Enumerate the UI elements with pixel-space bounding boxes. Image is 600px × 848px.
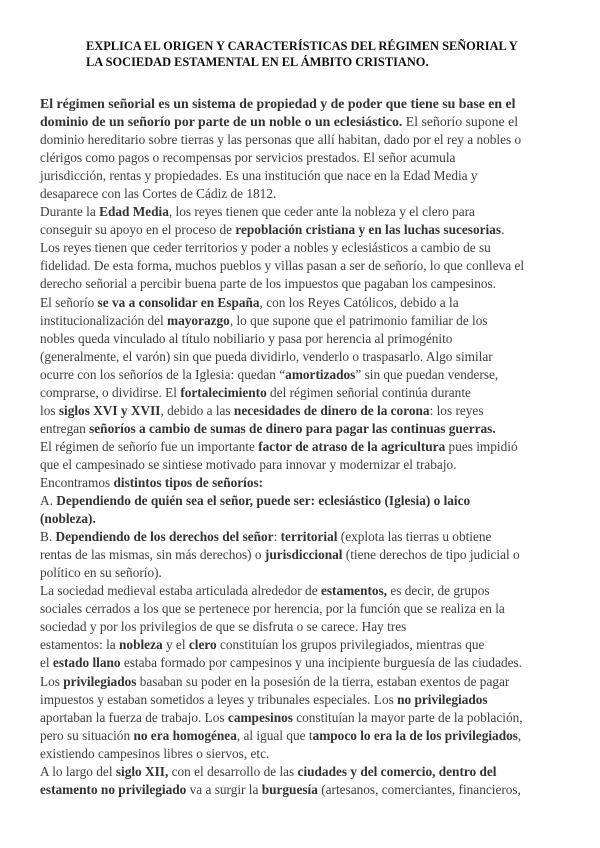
text-run: conseguir su apoyo en el proceso de: [40, 222, 236, 238]
text-run: , con los Reyes Católicos, debido a la: [259, 294, 459, 310]
text-run: El régimen de señorío fue un importante: [40, 438, 259, 454]
text-line: [40, 366, 560, 384]
title-line-1: EXPLICA EL ORIGEN Y CARACTERÍSTICAS DEL RÉGIMEN SEÑORIAL Y: [86, 39, 518, 53]
text-run: :: [273, 529, 281, 545]
text-run: aportaban la fuerza de trabajo. Los: [40, 709, 228, 725]
text-run: es decir, de grupos: [387, 583, 490, 599]
text-run: , los reyes tienen que ceder ante la nobleza y el clero para: [168, 204, 475, 220]
text-run: sociedad y por los privilegios de que se disfruta o se carece. Hay tres: [40, 619, 407, 635]
bold-text: siglo XII,: [115, 763, 169, 779]
text-run: rentas de las mismas, sin más derechos) o: [40, 547, 265, 563]
text-line: [40, 275, 560, 293]
text-line: [40, 312, 560, 330]
text-run: estaba formado por campesinos y una incipiente burguesía de las ciudades.: [120, 655, 523, 671]
bold-text: El régimen señorial es un sistema de propiedad y de poder que tiene su base en el: [40, 96, 516, 111]
bold-text: factor de atraso de la agricultura: [258, 438, 446, 454]
bold-text: no privilegiados: [397, 691, 488, 707]
text-run: .: [501, 222, 505, 238]
text-line: [40, 492, 560, 510]
text-run: entregan: [40, 420, 90, 436]
text-line: [40, 113, 560, 131]
bold-text: fortalecimiento: [180, 384, 267, 400]
bold-text: burguesía: [261, 781, 318, 797]
text-line: [40, 330, 560, 348]
bold-text: mayorazgo: [167, 312, 230, 328]
text-line: [40, 781, 560, 799]
text-line: [40, 691, 560, 709]
text-line: [40, 348, 560, 366]
text-run: y el: [162, 637, 189, 653]
text-line: [40, 564, 560, 582]
text-run: nobles queda vinculado al título nobiliario y pasa por herencia al primogénito: [40, 330, 453, 346]
bold-text: se va a consolidar en España: [97, 294, 260, 310]
text-line: [40, 745, 560, 763]
text-line: [40, 239, 560, 257]
text-run: (artesanos, comerciantes, financieros,: [317, 781, 521, 797]
bold-text: privilegiados: [63, 673, 137, 689]
bold-text: amortizados: [285, 366, 356, 382]
text-line: [40, 636, 560, 654]
text-line: [40, 420, 560, 438]
text-line: [40, 221, 560, 239]
text-run: : los reyes: [429, 402, 484, 418]
document-title: [86, 38, 556, 70]
bold-text: nobleza: [119, 637, 163, 653]
text-run: , al igual que t: [236, 727, 313, 743]
text-run: sociales cerrados a los que se pertenece por herencia, por la función que se realiza en la: [40, 601, 505, 617]
bold-text: territorial: [280, 529, 338, 545]
text-line: [40, 763, 560, 781]
text-line: [40, 203, 560, 221]
text-run: , lo que supone que el patrimonio familiar de los: [229, 312, 488, 328]
text-line: [40, 149, 560, 167]
text-run: (tiene derechos de tipo judicial o: [342, 547, 520, 563]
text-line: [40, 709, 560, 727]
bold-text: Edad Media: [99, 204, 169, 220]
bold-text: ciudades y del comercio, dentro del: [297, 763, 497, 779]
text-line: [40, 582, 560, 600]
text-run: El señorío: [40, 294, 98, 310]
text-run: impuestos y estaban sometidos a leyes y tribunales especiales. Los: [40, 691, 398, 707]
title-line-2: LA SOCIEDAD ESTAMENTAL EN EL ÁMBITO CRISTIANO.: [86, 55, 429, 69]
text-run: La sociedad medieval estaba articulada alrededor de: [40, 583, 321, 599]
bold-text: no era homogénea: [133, 727, 237, 743]
text-run: va a surgir la: [186, 781, 262, 797]
bold-text: ampoco lo era la de los privilegiados: [312, 727, 518, 743]
text-run: comprarse, o dividirse. El: [40, 384, 181, 400]
text-run: clérigos como pagos o recompensas por servicios prestados. El señor acumula: [40, 150, 456, 166]
text-run: Los: [40, 673, 64, 689]
bold-text: jurisdiccional: [264, 547, 343, 563]
text-run: con el desarrollo de las: [168, 763, 298, 779]
text-line: [40, 727, 560, 745]
text-line: [40, 673, 560, 691]
bold-text: repoblación cristiana y en las luchas sucesorias: [235, 222, 502, 238]
text-run: (generalmente, el varón) sin que pueda dividirlo, venderlo o traspasarlo. Algo similar: [40, 348, 493, 364]
text-run: derecho señorial a percibir buena parte de los impuestos que pagaban los campesinos.: [40, 276, 497, 292]
text-line: [40, 654, 560, 672]
text-run: del régimen señorial continúa durante: [266, 384, 471, 400]
bold-text: señoríos a cambio de sumas de dinero para pagar las continuas guerras.: [89, 420, 496, 436]
text-line: [40, 456, 560, 474]
bold-text: estado llano: [52, 655, 121, 671]
text-run: pero su situación: [40, 727, 134, 743]
text-run: Durante la: [40, 204, 100, 220]
bold-text: estamento no privilegiado: [40, 781, 187, 797]
bold-text: Dependiendo de los derechos del señor: [55, 529, 274, 545]
bold-text: dominio de un señorío por parte de un noble o un eclesiástico.: [40, 114, 403, 130]
text-line: [40, 257, 560, 275]
text-run: A.: [40, 493, 57, 509]
text-line: [40, 438, 560, 456]
text-run: ocurre con los señoríos de la Iglesia: quedan “: [40, 366, 286, 382]
text-run: El señorío supone el: [402, 114, 519, 130]
text-run: pues impidió: [445, 438, 518, 454]
text-line: [40, 95, 560, 113]
text-line: [40, 618, 560, 636]
text-line: [40, 528, 560, 546]
text-run: institucionalización del: [40, 312, 168, 328]
text-run: los: [40, 402, 59, 418]
text-line: [40, 546, 560, 564]
text-run: ,: [517, 727, 522, 743]
text-run: (explota las tierras u obtiene: [337, 529, 492, 545]
text-run: fidelidad. De esta forma, muchos pueblos y villas pasan a ser de señorío, lo que conlleva el: [40, 258, 525, 274]
text-run: dominio hereditario sobre tierras y las personas que allí habitan, dado por el rey a nobles o: [40, 132, 522, 148]
text-run: jurisdicción, rentas y propiedades. Es una institución que nace en la Edad Media y: [40, 168, 478, 184]
text-line: [40, 474, 560, 492]
text-run: constituían la mayor parte de la población,: [292, 709, 523, 725]
bold-text: campesinos: [227, 709, 293, 725]
text-run: A lo largo del: [40, 763, 116, 779]
text-run: desaparece con las Cortes de Cádiz de 1812.: [40, 186, 277, 202]
text-run: estamentos: la: [40, 637, 120, 653]
bold-text: clero: [188, 637, 217, 653]
text-run: ” sin que puedan venderse,: [355, 366, 499, 382]
bold-text: estamentos,: [320, 583, 388, 599]
text-run: basaban su poder en la posesión de la tierra, estaban exentos de pagar: [136, 673, 510, 689]
text-run: que el campesinado se sintiese motivado para innovar y modernizar el trabajo.: [40, 456, 457, 472]
text-run: Encontramos: [40, 474, 114, 490]
text-run: el: [40, 655, 53, 671]
bold-text: (nobleza).: [40, 511, 96, 527]
bold-text: distintos tipos de señoríos:: [113, 474, 264, 490]
text-run: , debido a las: [160, 402, 234, 418]
text-line: [40, 167, 560, 185]
text-run: político en su señorío).: [40, 565, 162, 581]
document-body: [40, 95, 560, 799]
text-line: [40, 384, 560, 402]
text-run: existiendo campesinos libres o siervos, etc.: [40, 745, 270, 761]
text-line: [40, 131, 560, 149]
bold-text: Dependiendo de quién sea el señor, puede ser: eclesiástico (Iglesia) o laico: [56, 493, 471, 509]
text-line: [40, 600, 560, 618]
text-line: [40, 510, 560, 528]
bold-text: necesidades de dinero de la corona: [233, 402, 430, 418]
bold-text: siglos XVI y XVII: [58, 402, 161, 418]
text-run: Los reyes tienen que ceder territorios y poder a nobles y eclesiásticos a cambio de su: [40, 240, 491, 256]
text-run: B.: [40, 529, 56, 545]
text-run: constituían los grupos privilegiados, mientras que: [216, 637, 485, 653]
text-line: [40, 185, 560, 203]
text-line: [40, 294, 560, 312]
text-line: [40, 402, 560, 420]
